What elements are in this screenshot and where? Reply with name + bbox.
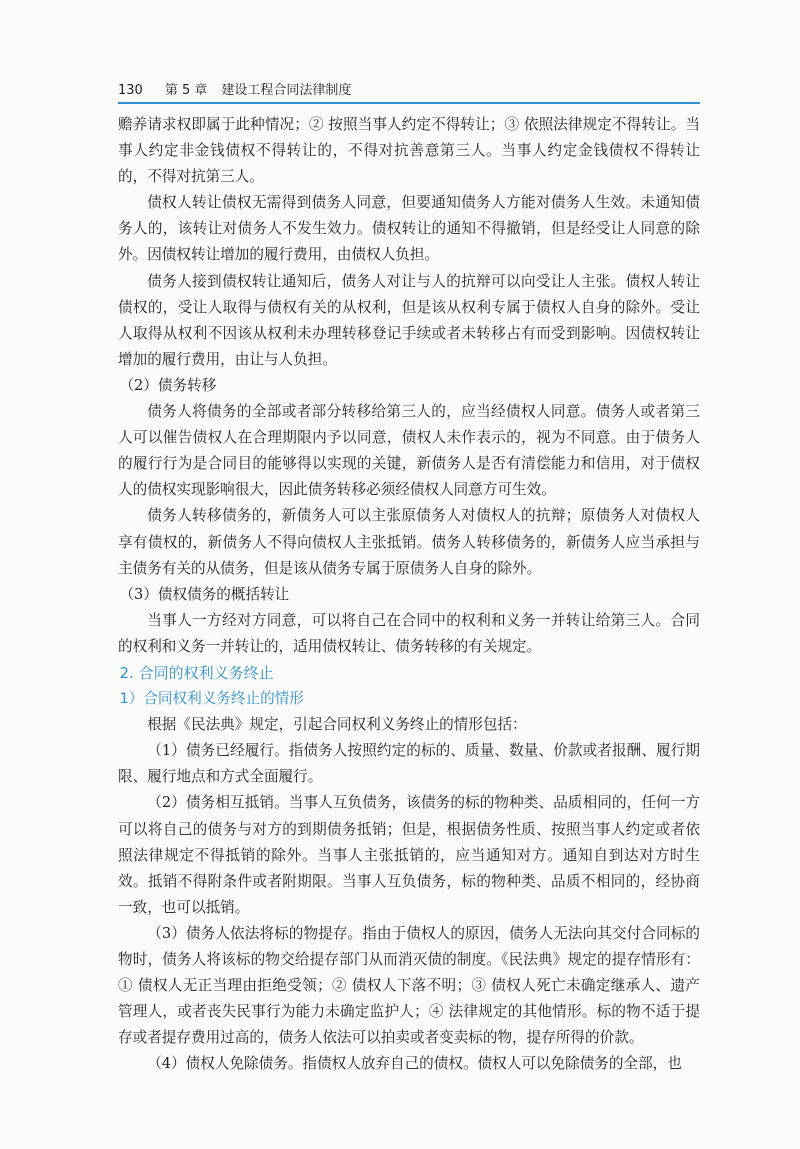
subsection-heading: （3）债权债务的概括转让 (119, 585, 290, 603)
body-text (118, 112, 700, 1077)
paragraph: 根据《民法典》规定，引起合同权利义务终止的情形包括： (147, 716, 527, 734)
list-item: （4）债权人免除债务。指债权人放弃自己的债权。债权人可以免除债务的全部，也 (147, 1055, 682, 1073)
running-header (118, 74, 700, 104)
subsection-title: 1）合同权利义务终止的情形 (119, 690, 304, 708)
section-heading: 2. 合同的权利义务终止 (119, 663, 274, 682)
paragraph: 债务人转移债务的，新债务人可以主张原债务人对债权人的抗辩；原债务人对债权人享有债权的，新债务人不得向债权人主张抵销。债务人转移债务的，新债务人应当承担与主债务有关的从债务，但是该从债务专属于原债务人自身的除外。 (118, 507, 700, 577)
subsection-heading: （2）债务转移 (119, 376, 217, 394)
chapter-number: 第 5 章 (164, 83, 208, 98)
list-item: （3）债务人依法将标的物提存。指由于债权人的原因，债务人无法向其交付合同标的物时，债务人将该标的物交给提存部门从而消灭债的制度。《民法典》规定的提存情形有：① 债权人无正当理由拒绝受领；② 债权人下落不明；③ 债权人死亡未确定继承人、遗产管理人，或者丧失民事行为能力未确定监护人；④ 法律规定的其他情形。标的物不适于提存或者提存费用过高的，债务人依法可以拍卖或者变卖标的物，提存所得的价款。 (118, 924, 700, 1047)
paragraph: 赡养请求权即属于此种情况；② 按照当事人约定不得转让；③ 依照法律规定不得转让。当事人约定非金钱债权不得转让的，不得对抗善意第三人。当事人约定金钱债权不得转让的，不得对抗第三人。 (118, 116, 700, 186)
list-item: （2）债务相互抵销。当事人互负债务，该债务的标的物种类、品质相同的，任何一方可以将自己的债务与对方的到期债务抵销；但是，根据债务性质、按照当事人约定或者依照法律规定不得抵销的除外。当事人主张抵销的，应当通知对方。通知自到达对方时生效。抵销不得附条件或者附期限。当事人互负债务，标的物种类、品质不相同的，经协商一致，也可以抵销。 (118, 794, 700, 916)
paragraph: 债务人将债务的全部或者部分转移给第三人的，应当经债权人同意。债务人或者第三人可以催告债权人在合理期限内予以同意，债权人未作表示的，视为不同意。由于债务人的履行行为是合同目的能够得以实现的关键，新债务人是否有清偿能力和信用，对于债权人的债权实现影响很大，因此债务转移必须经债权人同意方可生效。 (118, 403, 700, 499)
chapter-title: 建设工程合同法律制度 (221, 83, 352, 98)
list-item: （1）债务已经履行。指债务人按照约定的标的、质量、数量、价款或者报酬、履行期限、履行地点和方式全面履行。 (118, 742, 700, 786)
paragraph: 债权人转让债权无需得到债务人同意，但要通知债务人方能对债务人生效。未通知债务人的，该转让对债务人不发生效力。债权转让的通知不得撤销，但是经受让人同意的除外。因债权转让增加的履行费用，由债权人负担。 (118, 194, 700, 264)
paragraph: 债务人接到债权转让通知后，债务人对让与人的抗辩可以向受让人主张。债权人转让债权的，受让人取得与债权有关的从权利，但是该从权利专属于债权人自身的除外。受让人取得从权利不因该从权利未办理转移登记手续或者未转移占有而受到影响。因债权转让增加的履行费用，由让与人负担。 (118, 272, 700, 368)
paragraph: 当事人一方经对方同意，可以将自己在合同中的权利和义务一并转让给第三人。合同的权利和义务一并转让的，适用债权转让、债务转移的有关规定。 (118, 611, 700, 655)
page-number: 130 (118, 83, 143, 98)
